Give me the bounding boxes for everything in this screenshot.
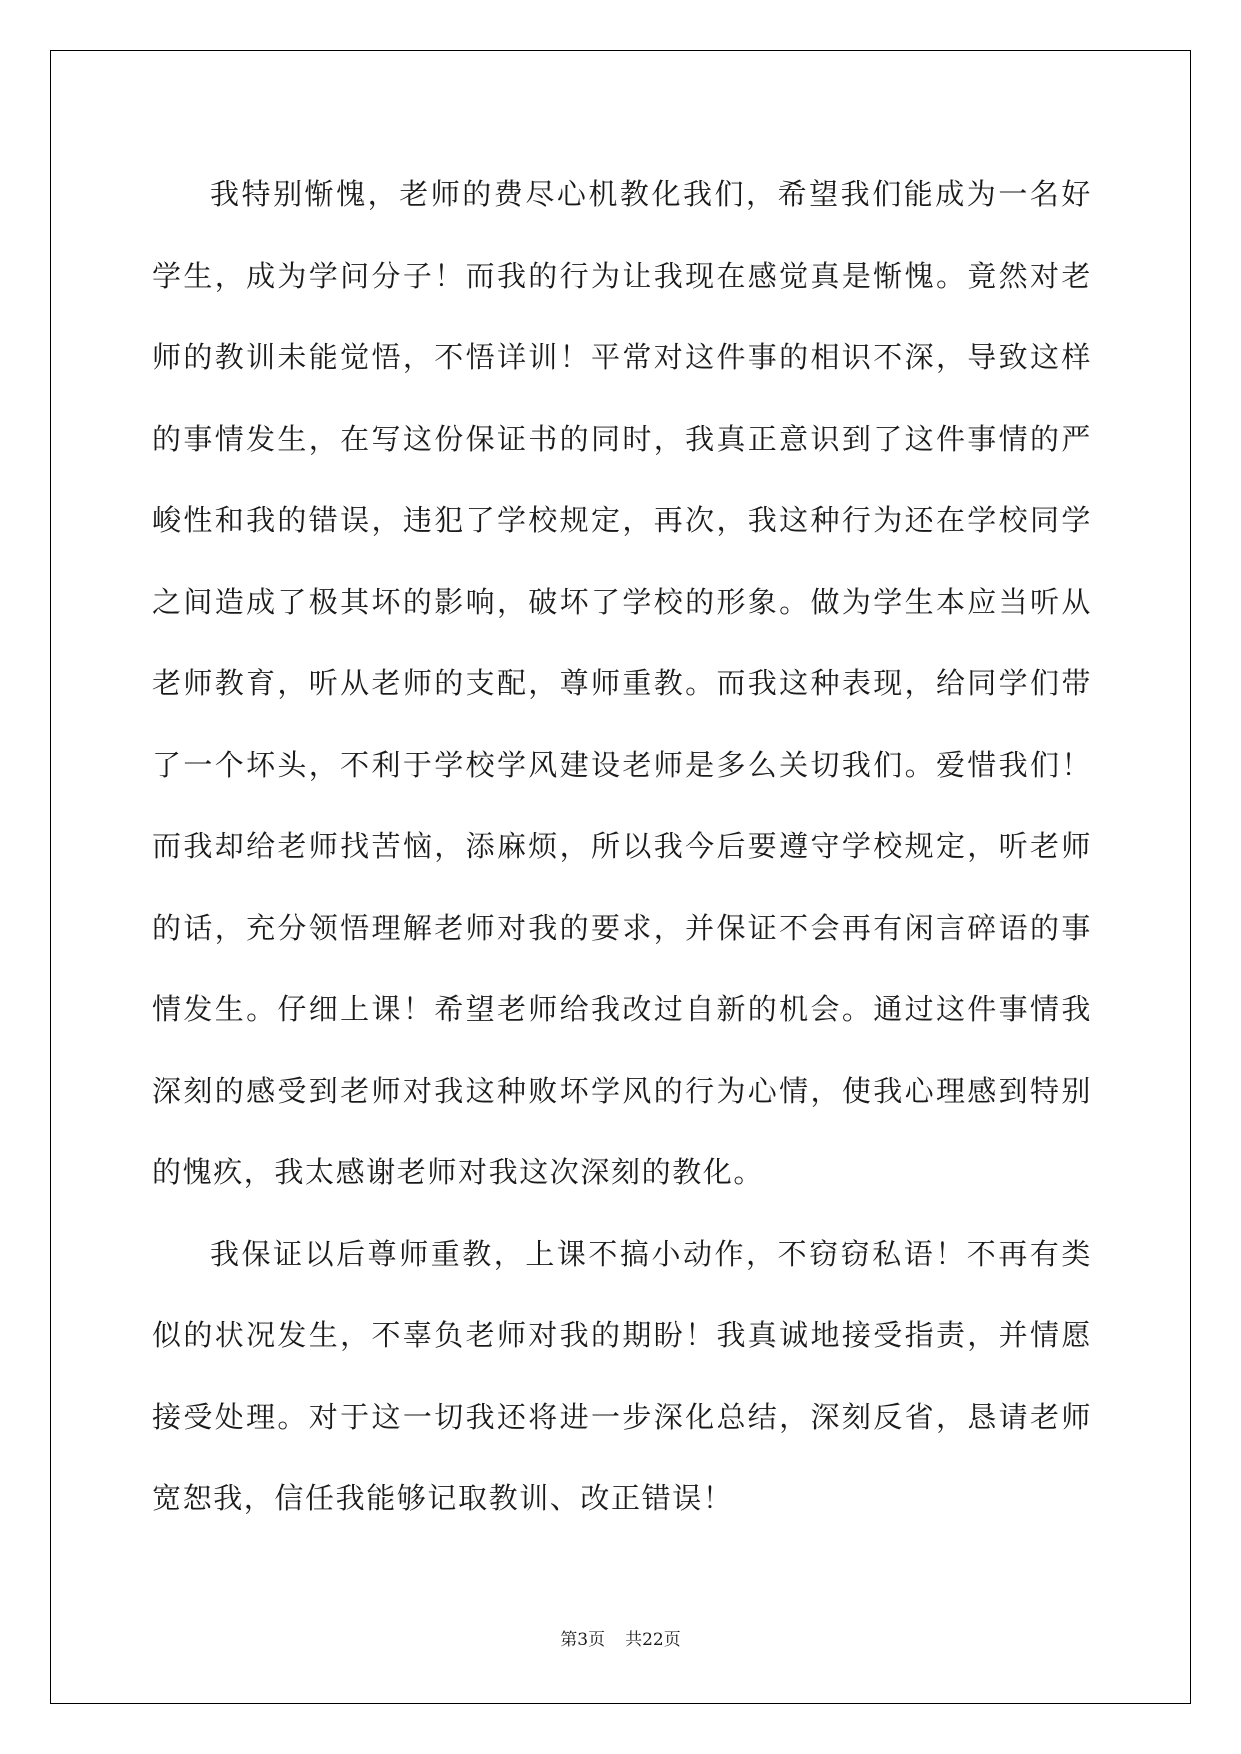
paragraph-2: 我保证以后尊师重教，上课不搞小动作，不窃窃私语！不再有类似的状况发生，不辜负老师对我的期盼！我真诚地接受指责，并情愿接受处理。对于这一切我还将进一步深化总结，深刻反省，恳请老师宽恕我，信任我能够记取教训、改正错误！ bbox=[152, 1236, 1092, 1515]
page-footer bbox=[0, 1625, 1241, 1650]
document-body bbox=[152, 154, 1092, 1540]
paragraph-1: 我特别惭愧，老师的费尽心机教化我们，希望我们能成为一名好学生，成为学问分子！而我的行为让我现在感觉真是惭愧。竟然对老师的教训未能觉悟，不悟详训！平常对这件事的相识不深，导致这样的事情发生，在写这份保证书的同时，我真正意识到了这件事情的严峻性和我的错误，违犯了学校规定，再次，我这种行为还在学校同学之间造成了极其坏的影响，破坏了学校的形象。做为学生本应当听从老师教育，听从老师的支配，尊师重教。而我这种表现，给同学们带了一个坏头，不利于学校学风建设老师是多么关切我们。爱惜我们！而我却给老师找苦恼，添麻烦，所以我今后要遵守学校规定，听老师的话，充分领悟理解老师对我的要求，并保证不会再有闲言碎语的事情发生。仔细上课！希望老师给我改过自新的机会。通过这件事情我深刻的感受到老师对我这种败坏学风的行为心情，使我心理感到特别的愧疚，我太感谢老师对我这次深刻的教化。 bbox=[152, 177, 1092, 1189]
page-number: 第3页 bbox=[560, 1630, 606, 1650]
page-total: 共22页 bbox=[625, 1630, 681, 1650]
